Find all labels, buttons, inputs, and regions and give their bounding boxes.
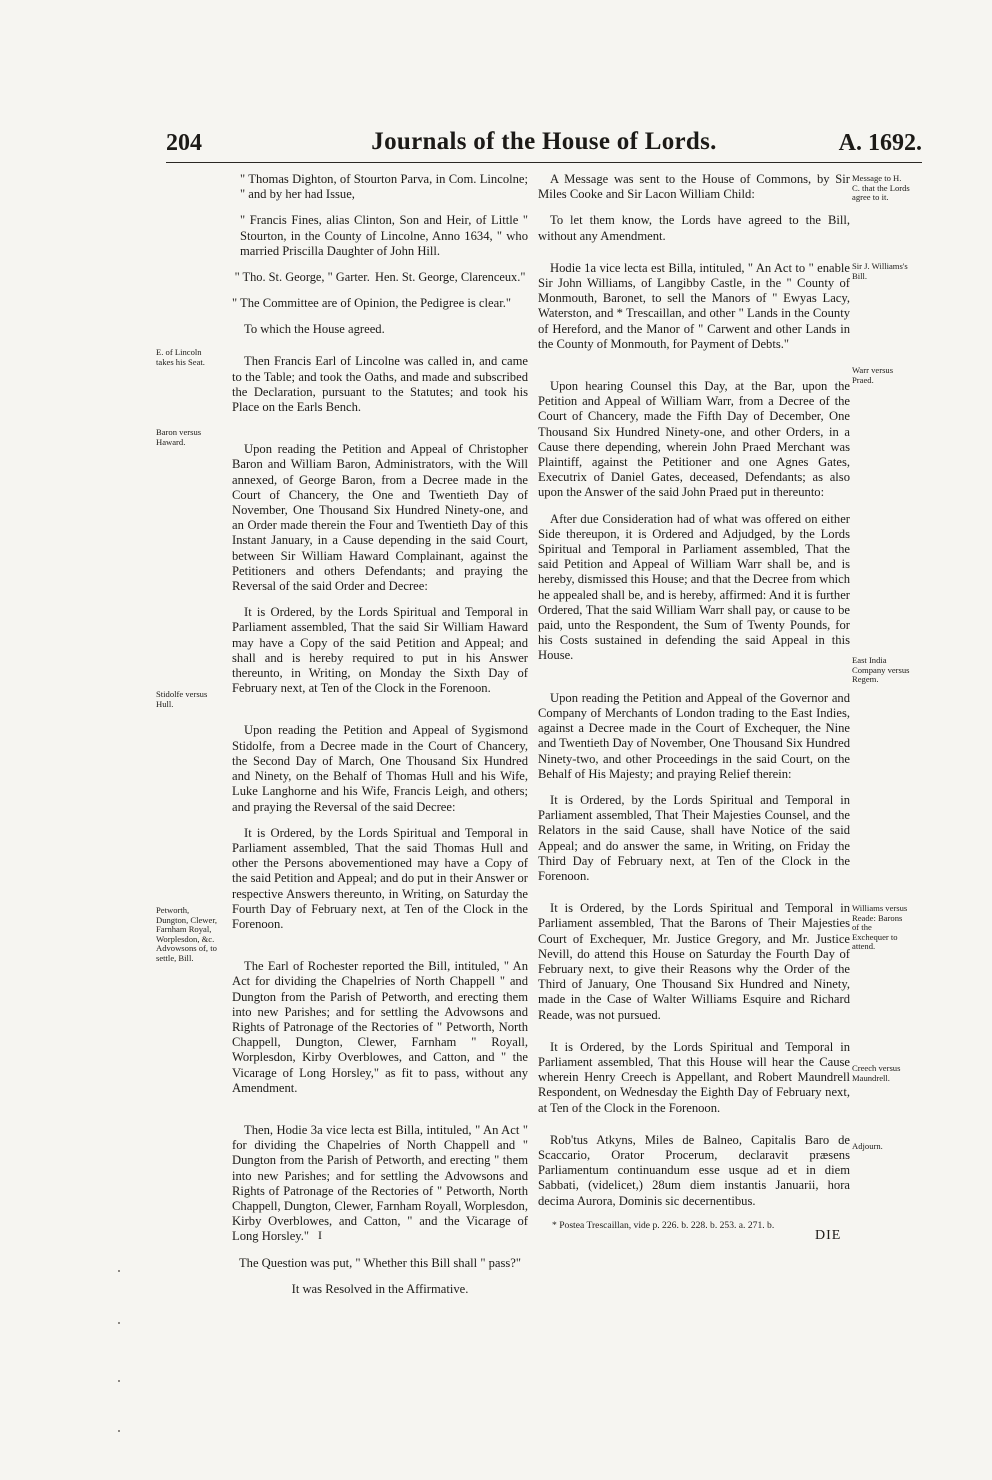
page-header bbox=[166, 128, 922, 162]
williams-bill-entry: Hodie 1a vice lecta est Billa, intituled, " An Act to " enable Sir John Williams, of Langibby Castle, in the " County of Monmouth, Baronet, to sell the Manors of " Ewyas Lacy, Waterston, and * Trescaillan, and other " Lands in the County of Hereford, and the Manor of " Carwent and other Lands in the County of Monmouth, for Payment of Debts." bbox=[538, 260, 850, 351]
paper-specks bbox=[118, 1270, 122, 1480]
stidolfe-order: It is Ordered, by the Lords Spiritual and Temporal in Parliament assembled, That the said Thomas Hull and other the Persons abovementioned may have a Copy of the said Petition and Appeal; and do put in their Answer or respective Answers thereunto, in Writing, on Saturday the Fourth Day of February next, at Ten of the Clock in the Forenoon. bbox=[232, 825, 528, 931]
baron-petition: Upon reading the Petition and Appeal of Christopher Baron and William Baron, Administrators, with the Will annexed, of George Baron, from a Decree made in the Court of Chancery, the One and Twentieth Day of November, One Thousand Six Hundred Ninety-one, and an Order made therein the Four and Twentieth Day of this Instant January, in a Cause depending in the said Court, between Sir William Haward Complainant, against the Petitioners and others Defendants; and praying the Reversal of the said Order and Decree: bbox=[232, 442, 528, 594]
page-number: 204 bbox=[166, 130, 202, 156]
house-agreed: To which the House agreed. bbox=[244, 322, 385, 337]
page-year: A. 1692. bbox=[838, 130, 922, 156]
message-entry: A Message was sent to the House of Commons, by Sir Miles Cooke and Sir Lacon William Child: bbox=[538, 172, 850, 202]
signature-garter: " Tho. St. George, " Garter. bbox=[234, 270, 370, 285]
margin-note-baron: Baron versus Haward. bbox=[156, 427, 202, 447]
pedigree-entry: " Thomas Dighton, of Stourton Parva, in Com. Lincolne; " and by her had Issue, bbox=[240, 172, 528, 202]
east-india-petition: Upon reading the Petition and Appeal of the Governor and Company of Merchants of London trading to the East Indies, against a Decree made in the Court of Exchequer, the Nine and Twentieth Day of November, One Thousand Six Hundred Ninety-two, and other Proceedings in the said Court, on the Behalf of His Majesty; and praying Relief therein: bbox=[538, 690, 850, 781]
question-put: The Question was put, " Whether this Bill shall " pass?" bbox=[238, 1255, 522, 1270]
margin-note-creech: Creech versus Maundrell. bbox=[852, 1063, 901, 1083]
margin-note-message: Message to H. C. that the Lords agree to it. bbox=[852, 173, 910, 203]
resolved-affirmative: It was Resolved in the Affirmative. bbox=[291, 1281, 469, 1296]
baron-order: It is Ordered, by the Lords Spiritual and Temporal in Parliament assembled, That the said Sir William Haward may have a Copy of the said Petition and Appeal; and shall and is hereby required to put in his Answer thereunto, in Writing, on Monday the Sixth Day of February next, at Ten of the Clock in the Forenoon. bbox=[232, 605, 528, 696]
margin-note-east-india: East India Company versus Regem. bbox=[852, 655, 910, 685]
williams-reade-order: It is Ordered, by the Lords Spiritual and Temporal in Parliament assembled, That the Barons of Their Majesties Court of Exchequer, Mr. Justice Gregory, and Mr. Justice Nevill, do attend this House on Saturday the Fourth Day of February next, to give their Reasons why the Order of the Third of January, One Thousand Six Hundred and Ninety, made in the Case of Walter Williams Esquire and Richard Reade, was not pursued. bbox=[538, 901, 850, 1022]
rochester-report: The Earl of Rochester reported the Bill, intituled, " An Act for dividing the Chapelries of North Chappell " and Dungton from the Parish of Petworth, and erecting them into new Parishes; and for settling the Advowsons and Rights of Patronage of the Rectories of " Petworth, North Chappell, Dungton, Clewer, Farnham " Royall, Worplesdon, Kirby Overblowes, and Catton, and " the Vicarage of Long Horsley," as fit to pass, without any Amendment. bbox=[232, 959, 528, 1095]
margin-note-williams-bill: Sir J. Williams's Bill. bbox=[852, 261, 908, 281]
margin-note-stidolfe: Stidolfe versus Hull. bbox=[156, 689, 208, 709]
warr-order: After due Consideration had of what was offered on either Side thereupon, it is Ordered and Adjudged, by the Lords Spiritual and Temporal in Parliament assembled, That the said Petition and Appeal of William Warr shall be, and is hereby, dismissed this House; and that the Decree from which he appealed shall be, and is hereby, affirmed: And it is further Ordered, That the said William Warr shall pay, or cause to be paid, unto the Respondent, the Sum of Twenty Pounds, for his Costs sustained in defending the said Appeal in this House. bbox=[538, 511, 850, 663]
stidolfe-petition: Upon reading the Petition and Appeal of Sygismond Stidolfe, from a Decree made in the Court of Chancery, the Second Day of March, One Thousand Six Hundred and Ninety, on the Behalf of Thomas Hull and his Wife, Luke Langhorne and his Wife, Francis Leigh, and others; and praying the Reversal of the said Decree: bbox=[232, 723, 528, 814]
east-india-order: It is Ordered, by the Lords Spiritual and Temporal in Parliament assembled, That Their Majesties Counsel, and the Relators in the said Cause, shall have Notice of the said Appeal; and do answer the same, in Writing, on Friday the Third Day of February next, at Ten of the Clock in the Forenoon. bbox=[538, 792, 850, 883]
signature-mark: I bbox=[318, 1228, 322, 1242]
message-entry-2: To let them know, the Lords have agreed to the Bill, without any Amendment. bbox=[538, 213, 850, 243]
adjournment-entry: Rob'tus Atkyns, Miles de Balneo, Capitalis Baro de Scaccario, Orator Procerum, declaravit præsens Parliamentum continuandum esse usque ad et in diem Sabbati, (videlicet,) 28um diem instantis Januarii, hora decima Aurora, Dominis sic decernentibus. bbox=[538, 1132, 850, 1208]
catchword: DIE bbox=[815, 1228, 842, 1243]
margin-note-lincoln: E. of Lincoln takes his Seat. bbox=[156, 347, 205, 367]
warr-petition: Upon hearing Counsel this Day, at the Bar, upon the Petition and Appeal of William Warr, from a Decree of the Court of Chancery, made the Fifth Day of December, One Thousand Six Hundred Ninety-one, and other Orders, in a Cause there depending, wherein John Praed Merchant was Plaintiff, against the Petitioner and one Agnes Gates, Executrix of Daniel Gates, deceased, Defendants; as also upon the Answer of the said John Praed put in thereunto: bbox=[538, 379, 850, 500]
committee-opinion: " The Committee are of Opinion, the Pedigree is clear." bbox=[232, 296, 511, 311]
third-reading: Then, Hodie 3a vice lecta est Billa, intituled, " An Act " for dividing the Chapelries of North Chappell and " Dungton from the Parish of Petworth, and erecting " them into new Parishes; and for settling the Advowsons and Rights of Patronage of the Rectories of " Petworth, North Chappell, Dungton, Clewer, Farnham Royall, Worplesdon, Kirby Overblowes, and Catton, " and the Vicarage of Long Horsley." bbox=[232, 1122, 528, 1244]
margin-note-petworth: Petworth, Dungton, Clewer, Farnham Royal, Worplesdon, &c. Advowsons of, to settle, Bill. bbox=[156, 905, 217, 963]
heralds-signatures bbox=[232, 270, 528, 285]
signature-clarenceux: Hen. St. George, Clarenceux." bbox=[375, 270, 526, 285]
creech-order: It is Ordered, by the Lords Spiritual and Temporal in Parliament assembled, That this House will hear the Cause wherein Henry Creech is Appellant, and Robert Maundrell Respondent, on Wednesday the Eighth Day of February next, at Ten of the Clock in the Forenoon. bbox=[538, 1039, 850, 1115]
page-title: Journals of the House of Lords. bbox=[371, 128, 717, 155]
margin-note-warr: Warr versus Praed. bbox=[852, 365, 894, 385]
margin-note-adjourn: Adjourn. bbox=[852, 1141, 883, 1151]
left-column bbox=[232, 172, 528, 1308]
header-rule bbox=[166, 162, 922, 163]
footnote: * Postea Trescaillan, vide p. 226. b. 228. b. 253. a. 271. b. bbox=[552, 1219, 775, 1231]
margin-note-williams-reade: Williams versus Reade: Barons of the Exchequer to attend. bbox=[852, 903, 908, 952]
lincoln-seat-entry: Then Francis Earl of Lincolne was called in, and came to the Table; and took the Oaths, and made and subscribed the Declaration, pursuant to the Statutes; and took his Place on the Earls Bench. bbox=[232, 354, 528, 415]
pedigree-entry: " Francis Fines, alias Clinton, Son and Heir, of Little " Stourton, in the County of Lincolne, Anno 1634, " who married Priscilla Daughter of John Hill. bbox=[240, 213, 528, 258]
right-column bbox=[538, 172, 850, 1232]
